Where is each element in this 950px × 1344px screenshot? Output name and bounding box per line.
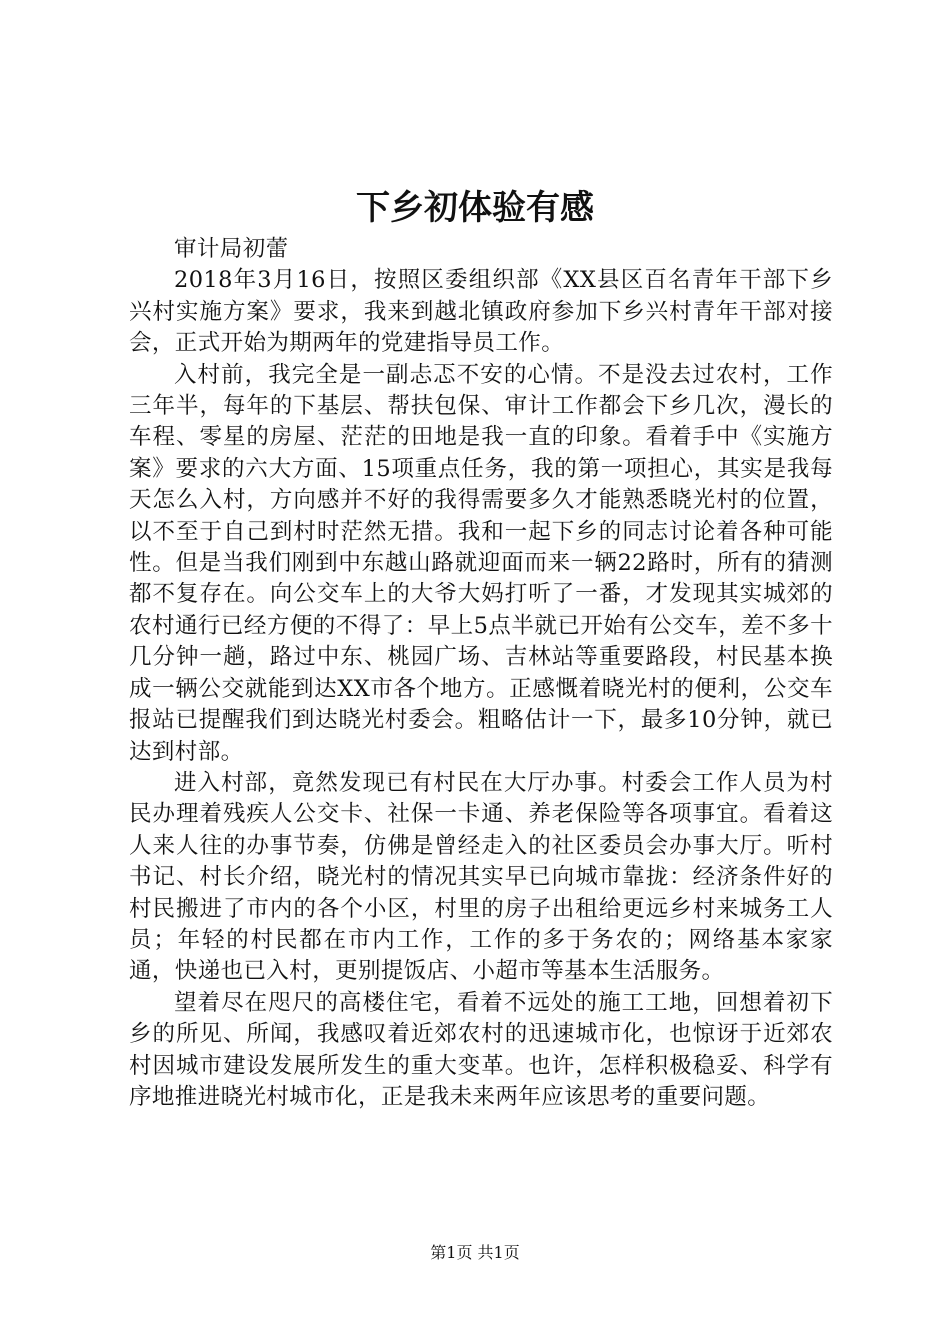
author-line: 审计局初蕾: [174, 236, 289, 262]
page-number-footer: 第1页 共1页: [430, 1243, 520, 1262]
document-title: 下乡初体验有感: [356, 188, 594, 228]
paragraph: 2018年3月16日，按照区委组织部《XX县区百名青年干部下乡兴村实施方案》要求，我来到越北镇政府参加下乡兴村青年干部对接会，正式开始为期两年的党建指导员工作。: [129, 267, 833, 357]
document-body: [129, 234, 833, 1113]
paragraph: 望着尽在咫尺的高楼住宅，看着不远处的施工工地，回想着初下乡的所见、所闻，我感叹着近郊农村的迅速城市化，也惊讶于近郊农村因城市建设发展所发生的重大变革。也许，怎样积极稳妥、科学有序地推进晓光村城市化，正是我未来两年应该思考的重要问题。: [129, 989, 833, 1110]
paragraph: 进入村部，竟然发现已有村民在大厅办事。村委会工作人员为村民办理着残疾人公交卡、社保一卡通、养老保险等各项事宜。看着这人来人往的办事节奏，仿佛是曾经走入的社区委员会办事大厅。听村书记、村长介绍，晓光村的情况其实早已向城市靠拢：经济条件好的村民搬进了市内的各个小区，村里的房子出租给更远乡村来城务工人员；年轻的村民都在市内工作，工作的多于务农的；网络基本家家通，快递也已入村，更别提饭店、小超市等基本生活服务。: [129, 769, 833, 985]
paragraph: 入村前，我完全是一副忐忑不安的心情。不是没去过农村，工作三年半，每年的下基层、帮扶包保、审计工作都会下乡几次，漫长的车程、零星的房屋、茫茫的田地是我一直的印象。看着手中《实施方案》要求的六大方面、15项重点任务，我的第一项担心，其实是我每天怎么入村，方向感并不好的我得需要多久才能熟悉晓光村的位置，以不至于自己到村时茫然无措。我和一起下乡的同志讨论着各种可能性。但是当我们刚到中东越山路就迎面而来一辆22路时，所有的猜测都不复存在。向公交车上的大爷大妈打听了一番，才发现其实城郊的农村通行已经方便的不得了：早上5点半就已开始有公交车，差不多十几分钟一趟，路过中东、桃园广场、吉林站等重要路段，村民基本换成一辆公交就能到达XX市各个地方。正感慨着晓光村的便利，公交车报站已提醒我们到达晓光村委会。粗略估计一下，最多10分钟，就已达到村部。: [129, 361, 833, 765]
